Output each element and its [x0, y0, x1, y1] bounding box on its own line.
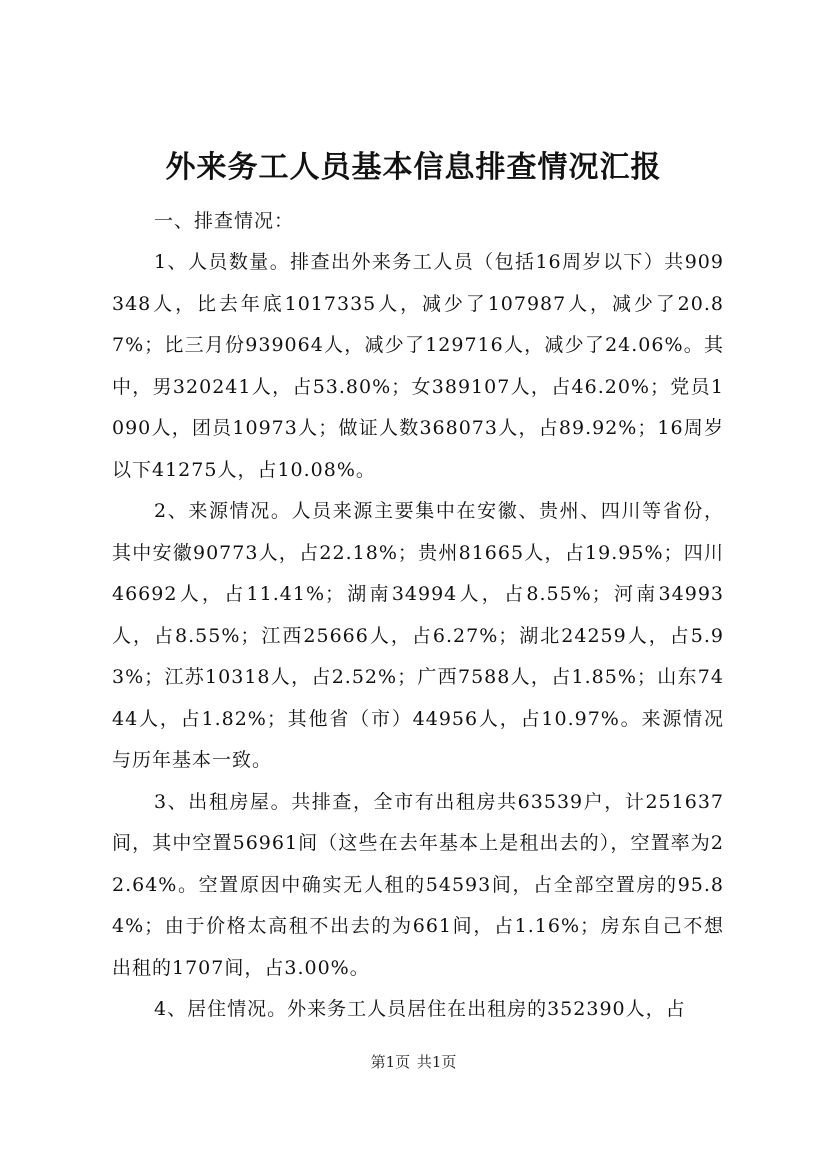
paragraph-rental-housing: 3、出租房屋。共排查，全市有出租房共63539户，计251637间，其中空置56961间（这些在去年基本上是租出去的），空置率为22.64%。空置原因中确实无人租的54593间，占全部空置房的95.84%；由于价格太高租不出去的为661间，占1.16%；房东自己不想出租的1707间，占3.00%。 — [112, 790, 724, 979]
document-title: 外来务工人员基本信息排查情况汇报 — [165, 150, 662, 185]
section-heading: 一、排查情况： — [154, 210, 295, 232]
paragraph-residence: 4、居住情况。外来务工人员居住在出租房的352390人，占 — [154, 998, 686, 1020]
document-body — [112, 200, 724, 1031]
paragraph-personnel-count: 1、人员数量。排查出外来务工人员（包括16周岁以下）共909348人，比去年底1017335人，减少了107987人，减少了20.87%；比三月份939064人，减少了129716人，减少了24.06%。其中，男320241人，占53.80%；女389107人，占46.20%；党员1090人，团员10973人；做证人数368073人，占89.92%；16周岁以下41275人，占10.08%。 — [112, 251, 724, 481]
page-footer — [0, 1052, 827, 1072]
page-number: 第1页 — [370, 1053, 411, 1071]
paragraph-origin: 2、来源情况。人员来源主要集中在安徽、贵州、四川等省份，其中安徽90773人，占22.18%；贵州81665人，占19.95%；四川46692人，占11.41%；湖南34994人，占8.55%；河南34993人，占8.55%；江西25666人，占6.27%；湖北24259人，占5.93%；江苏10318人，占2.52%；广西7588人，占1.85%；山东7444人，占1.82%；其他省（市）44956人，占10.97%。来源情况与历年基本一致。 — [112, 500, 724, 771]
page-total: 共1页 — [416, 1053, 457, 1071]
